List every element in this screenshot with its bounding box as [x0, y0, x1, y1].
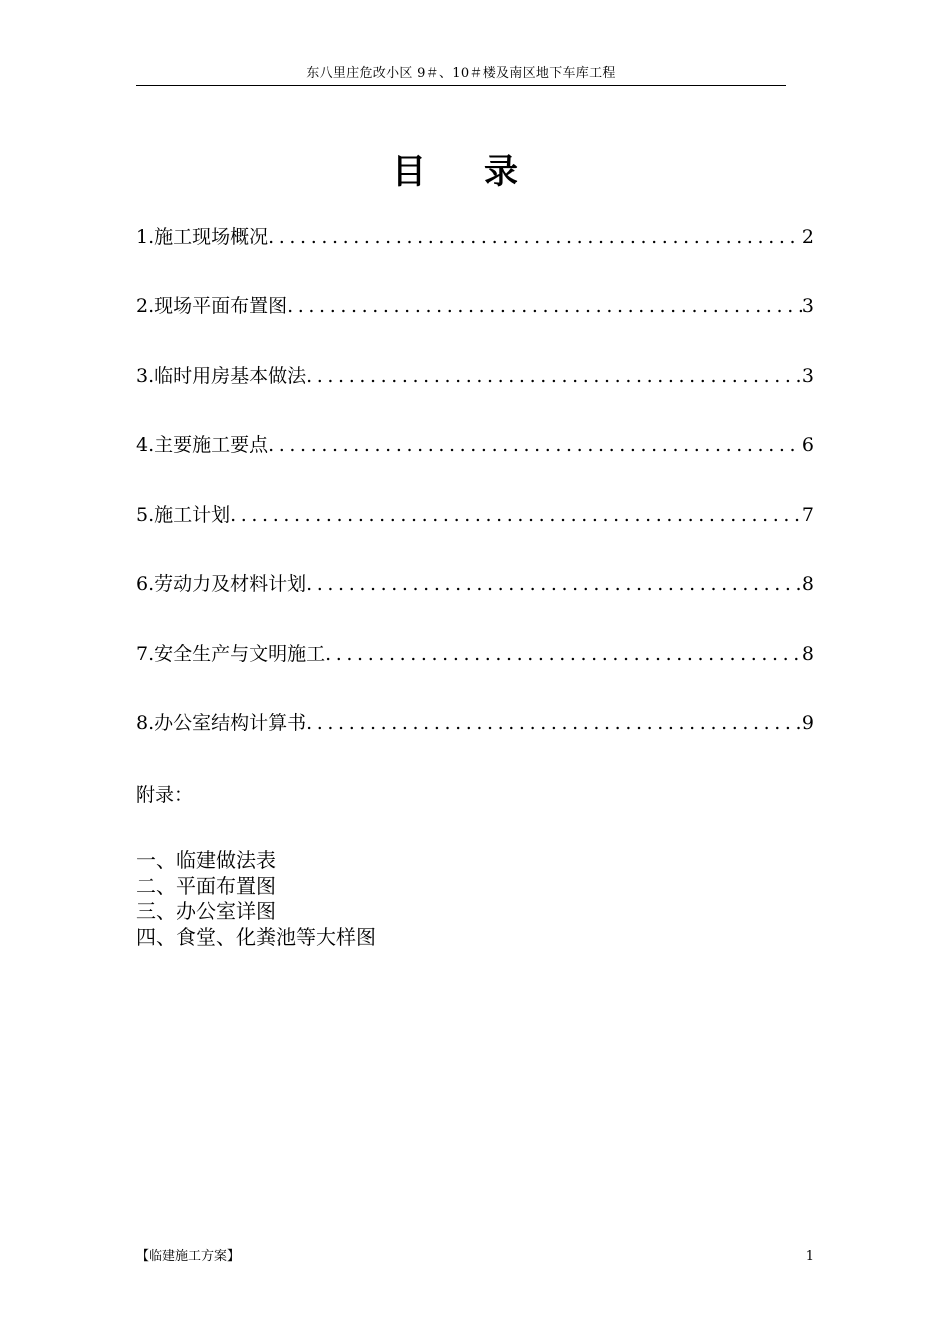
toc-entry[interactable]	[136, 570, 814, 598]
toc-entry-label: 8.办公室结构计算书	[136, 712, 307, 734]
toc-entry-page: 8	[801, 573, 814, 595]
toc-dot-leader	[306, 362, 802, 390]
running-header: 东八里庄危改小区 9＃、10＃楼及南区地下车库工程	[306, 66, 616, 81]
appendix-heading: 附录：	[136, 784, 194, 806]
toc-entry-label: 7.安全生产与文明施工	[136, 643, 326, 665]
toc-entry-label: 5.施工计划	[136, 504, 231, 526]
toc-entry-label: 2.现场平面布置图	[136, 295, 288, 317]
toc-entry[interactable]	[136, 431, 814, 459]
toc-entry-label: 4.主要施工要点	[136, 434, 269, 456]
toc-entry[interactable]	[136, 292, 814, 320]
appendix-item: 三、办公室详图	[136, 899, 276, 923]
appendix-list	[136, 848, 376, 950]
appendix-item: 二、平面布置图	[136, 873, 276, 898]
toc-entry-page: 7	[801, 504, 814, 526]
toc-dot-leader	[306, 709, 802, 737]
toc-entry-page: 8	[801, 643, 814, 665]
toc-dot-leader	[268, 223, 802, 251]
toc-entry-page: 3	[801, 365, 814, 387]
toc-entry[interactable]	[136, 501, 814, 529]
toc-entry[interactable]	[136, 640, 814, 668]
toc-entry-page: 3	[801, 295, 814, 317]
header-divider	[136, 85, 786, 86]
footer-document-name: 【临建施工方案】	[136, 1249, 241, 1264]
toc-entry-label: 3.临时用房基本做法	[136, 365, 307, 387]
appendix-item: 四、食堂、化粪池等大样图	[136, 924, 376, 949]
toc-dot-leader	[306, 570, 802, 598]
toc-dot-leader	[287, 292, 802, 320]
toc-dot-leader	[230, 501, 802, 529]
toc-dot-leader	[268, 431, 802, 459]
toc-dot-leader	[325, 640, 802, 668]
toc-entry-page: 9	[801, 712, 814, 734]
page-title: 目录	[392, 152, 576, 192]
toc-entry[interactable]	[136, 362, 814, 390]
toc-entry-page: 2	[801, 226, 814, 248]
appendix-item: 一、临建做法表	[136, 848, 276, 872]
toc-entry-page: 6	[801, 434, 814, 456]
footer-page-number: 1	[805, 1249, 814, 1264]
toc-entry-label: 1.施工现场概况	[136, 226, 269, 248]
toc-entry-label: 6.劳动力及材料计划	[136, 573, 307, 595]
toc-entry[interactable]	[136, 709, 814, 737]
toc-entry[interactable]	[136, 223, 814, 251]
